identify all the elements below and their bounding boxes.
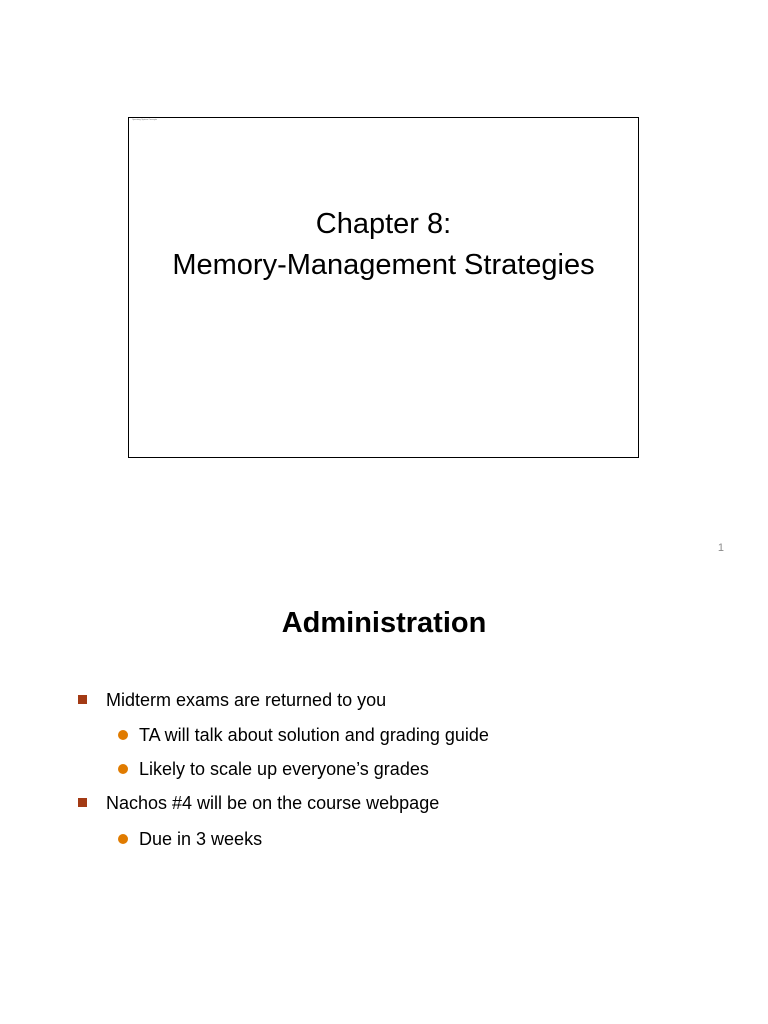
- administration-title: Administration: [281, 607, 487, 639]
- chapter-title-line-1: Chapter 8:: [315, 208, 452, 240]
- sub-bullet-text: Due in 3 weeks: [139, 829, 263, 849]
- sub-bullet-item: [139, 724, 489, 746]
- page-number: 1: [717, 542, 724, 554]
- bullet-text: Nachos #4 will be on the course webpage: [106, 793, 440, 813]
- slide-corner-mark: Operating System Concepts: [132, 119, 158, 121]
- round-bullet-icon: [118, 730, 128, 740]
- bullet-item: [106, 792, 439, 814]
- bullet-item: [106, 689, 386, 711]
- sub-bullet-item: [139, 828, 262, 850]
- round-bullet-icon: [118, 834, 128, 844]
- sub-bullet-text: Likely to scale up everyone’s grades: [139, 759, 429, 779]
- chapter-title-line-2: Memory-Management Strategies: [172, 249, 595, 281]
- sub-bullet-item: [139, 758, 429, 780]
- square-bullet-icon: [78, 695, 87, 704]
- square-bullet-icon: [78, 798, 87, 807]
- sub-bullet-text: TA will talk about solution and grading guide: [139, 725, 489, 745]
- bullet-text: Midterm exams are returned to you: [106, 690, 387, 710]
- round-bullet-icon: [118, 764, 128, 774]
